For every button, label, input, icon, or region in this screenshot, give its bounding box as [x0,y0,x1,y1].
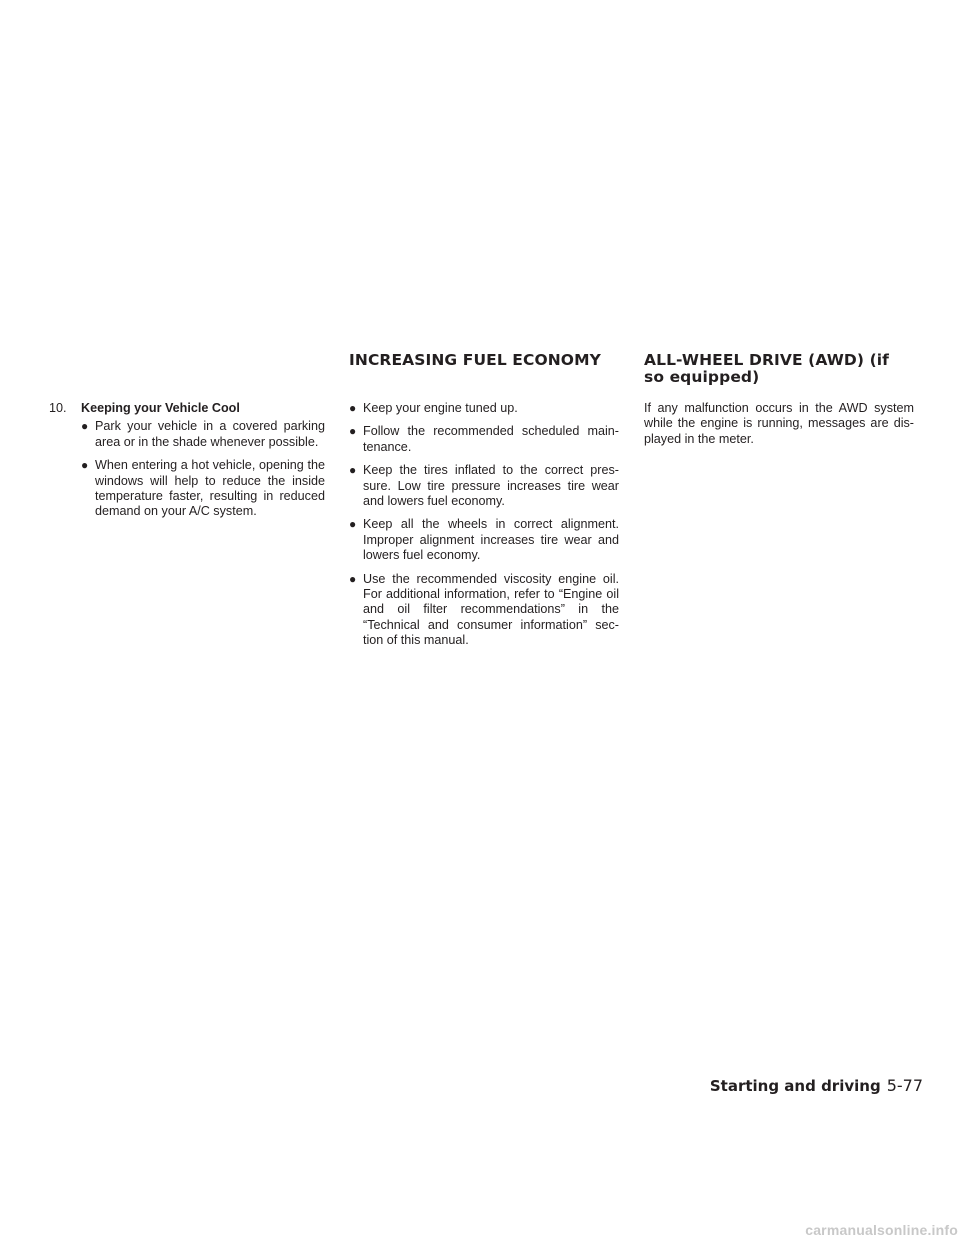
bullet-text: Follow the recommended scheduled main-tenance. [363,424,619,454]
awd-paragraph: If any malfunction occurs in the AWD system while the engine is running, messages are dis-played in the meter. [644,401,914,446]
column-3 [644,401,914,447]
page-footer [710,1076,923,1095]
list-item [349,463,619,509]
list-item [81,458,325,520]
bullet-list [349,401,619,649]
watermark: carmanualsonline.info [805,1222,958,1238]
column-1 [49,401,325,528]
numbered-item [49,401,325,416]
column-2 [349,401,619,657]
bullet-text: Keep the tires inflated to the correct pres-sure. Low tire pressure increases tire wear and lowers fuel economy. [363,463,619,509]
list-item [81,419,325,450]
list-item [349,517,619,563]
bullet-icon: ● [349,463,357,478]
section-heading-awd: ALL-WHEEL DRIVE (AWD) (if so equipped) [644,351,890,386]
bullet-text: When entering a hot vehicle, opening the windows will help to reduce the inside temperature faster, resulting in reduced demand on your A/C system. [95,458,325,519]
bullet-icon: ● [349,571,357,586]
bullet-list [81,419,325,519]
bullet-text: Park your vehicle in a covered parking area or in the shade whenever possible. [95,419,325,449]
bullet-icon: ● [81,419,89,434]
bullet-text: Keep all the wheels in correct alignment. Improper alignment increases tire wear and lowers fuel economy. [363,517,619,563]
bullet-icon: ● [349,401,357,415]
bullet-text: Keep your engine tuned up. [363,401,518,415]
item-title: Keeping your Vehicle Cool [81,401,240,415]
item-number: 10. [49,401,67,415]
bullet-icon: ● [349,517,357,532]
bullet-text: Use the recommended viscosity engine oil. For additional information, refer to “Engine oil and oil filter recommendations” in the “Technical and consumer information” sec-tion of this manual. [363,571,619,648]
list-item [349,424,619,455]
bullet-icon: ● [81,458,89,473]
page-number: 5-77 [886,1076,923,1095]
section-heading-fuel-economy: INCREASING FUEL ECONOMY [349,351,601,369]
bullet-icon: ● [349,424,357,439]
list-item [349,401,619,416]
footer-section-title: Starting and driving [709,1077,881,1095]
list-item [349,572,619,649]
